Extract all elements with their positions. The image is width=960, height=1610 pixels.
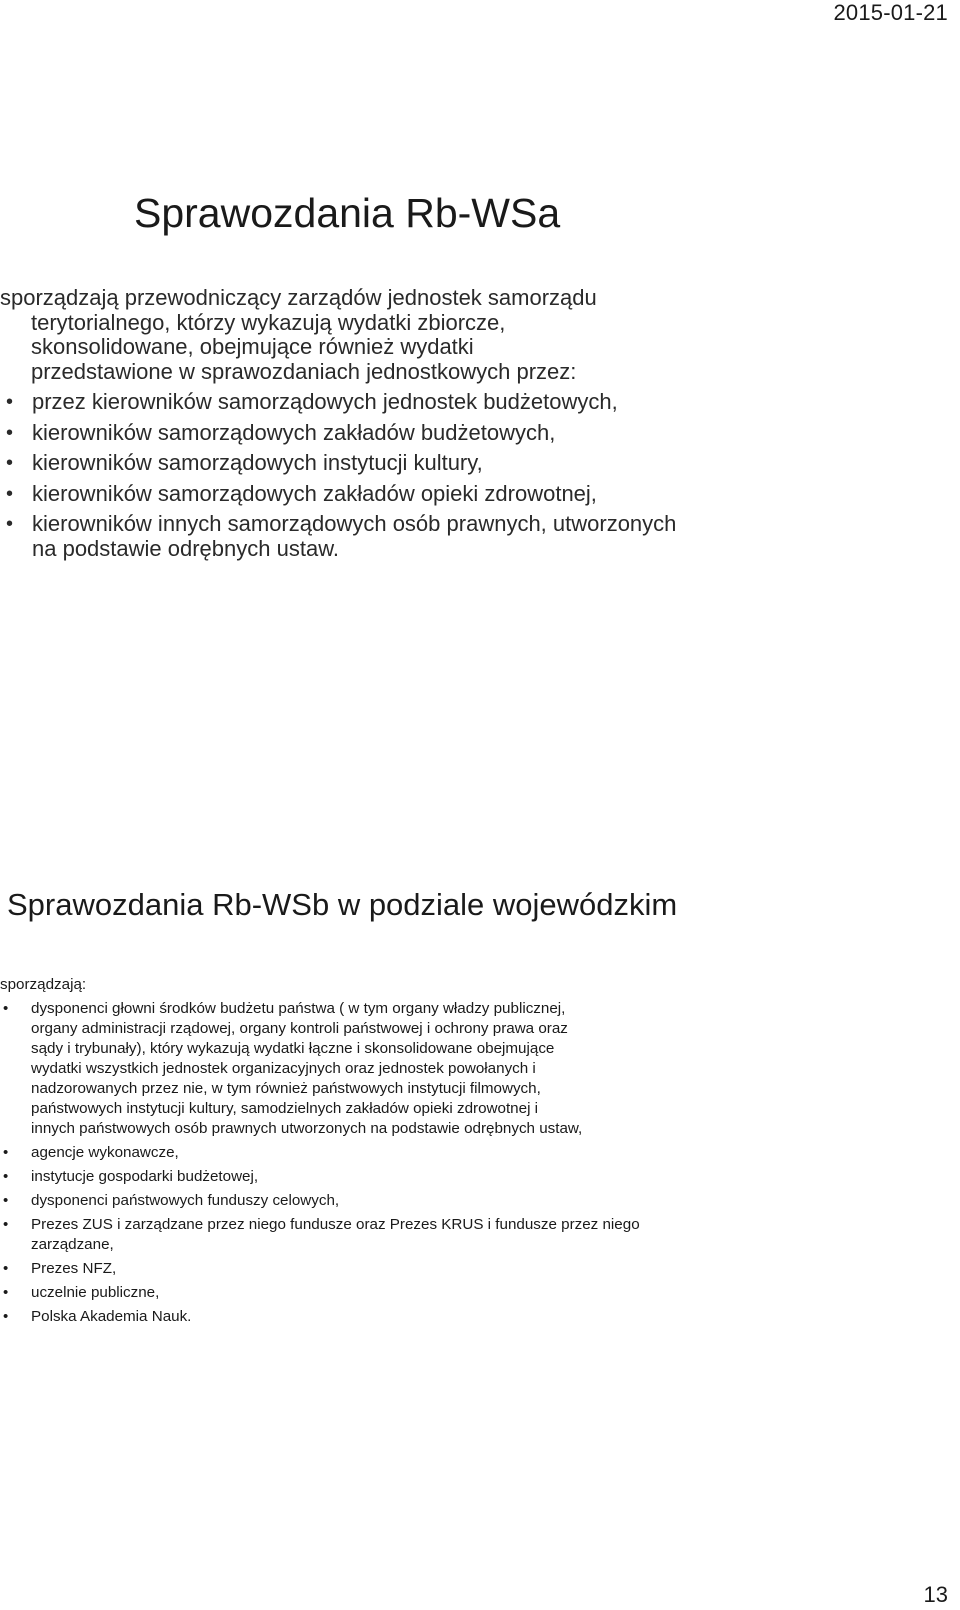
list-item: • kierowników samorządowych zakładów opieki zdrowotnej, xyxy=(0,482,700,507)
slide1-intro xyxy=(0,286,700,384)
list-item: • agencje wykonawcze, xyxy=(0,1143,720,1163)
slide2-bullet-list xyxy=(0,999,720,1327)
slide1-intro-line: sporządzają przewodniczący zarządów jednostek samorządu xyxy=(0,285,597,310)
list-item: • instytucje gospodarki budżetowej, xyxy=(0,1167,720,1187)
slide1-bullet-list xyxy=(0,390,700,561)
list-item: • Polska Akademia Nauk. xyxy=(0,1307,720,1327)
list-item-line: nadzorowanych przez nie, w tym również państwowych instytucji filmowych, xyxy=(31,1080,541,1097)
list-item: • uczelnie publiczne, xyxy=(0,1283,720,1303)
list-item-line: państwowych instytucji kultury, samodzielnych zakładów opieki zdrowotnej i xyxy=(31,1100,539,1117)
slide2-intro: sporządzają: xyxy=(0,976,87,993)
list-item-line: organy administracji rządowej, organy kontroli państwowej i ochrony prawa oraz xyxy=(31,1020,568,1037)
list-item: • przez kierowników samorządowych jednostek budżetowych, xyxy=(0,390,700,415)
list-item: • kierowników samorządowych zakładów budżetowych, xyxy=(0,421,700,446)
list-item: • dysponenci państwowych funduszy celowych, xyxy=(0,1191,720,1211)
slide1-body xyxy=(0,286,700,561)
list-item-line: wydatki wszystkich jednostek organizacyjnych oraz jednostek powołanych i xyxy=(31,1060,536,1077)
slide1-intro-line: skonsolidowane, obejmujące również wydatki xyxy=(31,334,474,359)
slide1-intro-line: przedstawione w sprawozdaniach jednostkowych przez: xyxy=(31,358,577,384)
slide1-title: Sprawozdania Rb-WSa xyxy=(134,190,561,236)
list-item: • Prezes ZUS i zarządzane przez niego fundusze oraz Prezes KRUS i fundusze przez niego zarządzane, xyxy=(0,1215,720,1255)
slide1-intro-line: terytorialnego, którzy wykazują wydatki zbiorcze, xyxy=(31,309,506,335)
list-item: • Prezes NFZ, xyxy=(0,1259,720,1279)
list-item: • kierowników samorządowych instytucji kultury, xyxy=(0,451,700,476)
slide2-body xyxy=(0,975,720,1331)
slide2-title: Sprawozdania Rb-WSb w podziale wojewódzkim xyxy=(7,887,678,922)
list-item-line: sądy i trybunały), który wykazują wydatki łączne i skonsolidowane obejmujące xyxy=(31,1040,555,1057)
list-item xyxy=(0,999,720,1139)
page-date: 2015-01-21 xyxy=(833,0,948,25)
list-item-line: innych państwowych osób prawnych utworzonych na podstawie odrębnych ustaw, xyxy=(31,1120,583,1137)
list-item: • kierowników innych samorządowych osób prawnych, utworzonych na podstawie odrębnych ustaw. xyxy=(0,512,700,561)
list-item-line: • dysponenci głowni środków budżetu państwa ( w tym organy władzy publicznej, xyxy=(31,1000,566,1017)
page-number: 13 xyxy=(923,1582,948,1607)
